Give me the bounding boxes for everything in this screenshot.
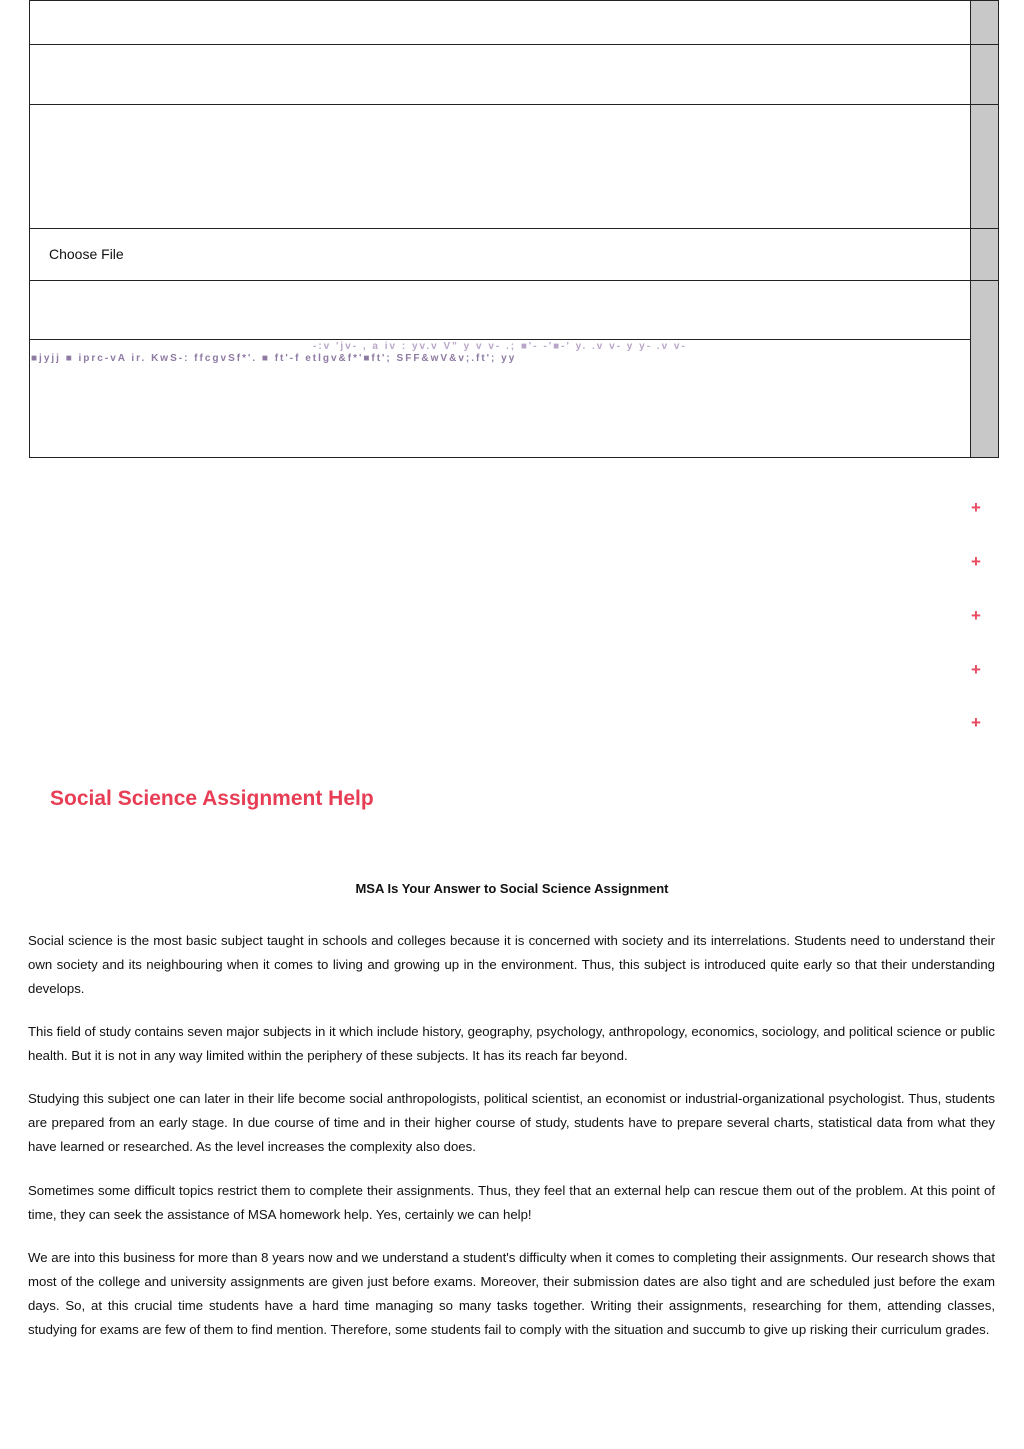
expand-plus-icon[interactable]: +: [971, 552, 981, 571]
input-field-2[interactable]: [30, 45, 970, 105]
file-upload-field: [30, 229, 970, 281]
article-paragraph: Sometimes some difficult topics restrict them to complete their assignments. Thus, they feel that an external help can rescue them out of the problem. At this point of time, they can seek the assistance of MSA homework help. Yes, certainly we can help!: [28, 1183, 995, 1222]
expand-plus-icon[interactable]: +: [971, 498, 981, 517]
captcha-text-line-1: -:v 'jv- , a iv : yv.v V" y v v- .; ■'- -'■-' y. .v v- y y- .v v-: [313, 341, 687, 352]
form-table: [29, 0, 999, 458]
article-subheading: MSA Is Your Answer to Social Science Assignment: [355, 881, 669, 896]
page-title: Social Science Assignment Help: [50, 787, 374, 810]
expand-plus-icon[interactable]: +: [971, 606, 981, 625]
captcha-text-line-2: ■jyjj ■ iprc-vA ir. KwS-: ffcgvSf*'. ■ ft'-f etlgv&f*'■ft'; SFF&wV&v;.ft'; yy: [31, 353, 517, 364]
article-paragraph: Studying this subject one can later in their life become social anthropologists, political scientist, an economist or industrial-organizational psychologist. Thus, students are prepared from an early stage. In due course of time and in their higher course of study, students have to prepare several charts, statistical data from what they have learned or researched. As the level increases the complexity also does.: [28, 1091, 995, 1154]
input-field-3[interactable]: [30, 281, 970, 340]
side-cell: [970, 229, 998, 281]
side-cell: [970, 45, 998, 105]
textarea-field[interactable]: [30, 105, 970, 229]
captcha-field: [30, 340, 970, 457]
side-cell: [970, 105, 998, 229]
choose-file-button[interactable]: Choose File: [49, 246, 124, 262]
expand-plus-icon[interactable]: +: [971, 713, 981, 732]
input-field-1[interactable]: [30, 1, 970, 45]
article-paragraph: We are into this business for more than 8 years now and we understand a student's difficulty when it comes to completing their assignments. Our research shows that most of the college and university assignments are given just before exams. Moreover, their submission dates are also tight and are scheduled just before the exam days. So, at this crucial time students have a hard time managing so many tasks together. Writing their assignments, researching for them, attending classes, studying for exams are few of them to find mention. Therefore, some students fail to comply with the situation and succumb to give up risking their curriculum grades.: [28, 1250, 995, 1337]
side-cell: [970, 281, 998, 457]
expand-plus-icon[interactable]: +: [971, 660, 981, 679]
article-paragraph: This field of study contains seven major subjects in it which include history, geography, psychology, anthropology, economics, sociology, and political science or public health. But it is not in any way limited within the periphery of these subjects. It has its reach far beyond.: [28, 1024, 995, 1063]
side-cell: [970, 1, 998, 45]
article-paragraph: Social science is the most basic subject taught in schools and colleges because it is concerned with society and its interrelations. Students need to understand their own society and its neighbouring when it comes to living and growing up in the environment. Thus, this subject is introduced quite early so that their understanding develops.: [28, 933, 995, 996]
